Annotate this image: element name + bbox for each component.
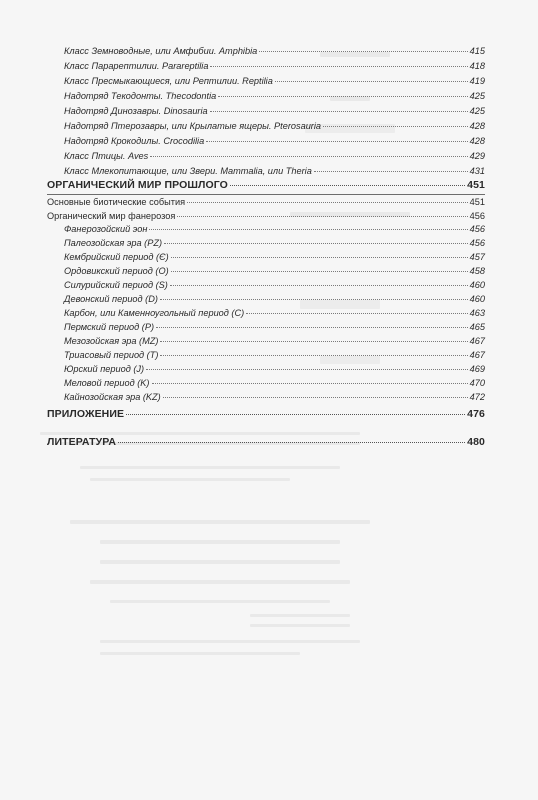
toc-leader: [149, 229, 467, 230]
toc-section-past[interactable]: [47, 180, 485, 191]
toc-entry[interactable]: [64, 280, 485, 291]
toc-entry[interactable]: [64, 252, 485, 263]
toc-leader: [160, 341, 467, 342]
toc-entry[interactable]: [64, 392, 485, 403]
toc-leader: [187, 202, 468, 203]
toc-entry-title: Надотряд Птерозавры, или Крылатые ящеры. Pterosauria: [64, 121, 322, 131]
toc-leader: [170, 285, 468, 286]
toc-entry-page: 451: [469, 197, 485, 207]
toc-entry-title: Класс Пресмыкающиеся, или Рептилии. Reptilia: [64, 76, 273, 86]
toc-section-title: ЛИТЕРАТУРА: [47, 436, 117, 448]
toc-section-title: ОРГАНИЧЕСКИЙ МИР ПРОШЛОГО: [47, 179, 228, 191]
toc-entry-page: 428: [469, 121, 485, 131]
toc-section-literature[interactable]: [47, 437, 485, 448]
toc-entry-page: 470: [469, 378, 485, 388]
toc-leader: [146, 369, 468, 370]
toc-entry-title: Класс Парарептилии. Parareptilia: [64, 61, 209, 71]
toc-leader: [246, 313, 467, 314]
toc-entry-page: 457: [469, 252, 485, 262]
toc-entry-page: 425: [469, 91, 485, 101]
toc-entry-page: 463: [469, 308, 485, 318]
toc-entry-page: 419: [469, 76, 485, 86]
toc-entry[interactable]: [47, 211, 485, 222]
toc-entry-title: Органический мир фанерозоя: [47, 211, 176, 221]
toc-leader: [160, 355, 467, 356]
toc-entry-page: 460: [469, 280, 485, 290]
toc-leader: [210, 66, 467, 67]
toc-entry-title: Надотряд Текодонты. Thecodontia: [64, 91, 217, 101]
toc-entry[interactable]: [64, 121, 485, 132]
toc-entry-page: 429: [469, 151, 485, 161]
toc-entry[interactable]: [64, 322, 485, 333]
toc-leader: [230, 185, 465, 186]
toc-entry-page: 456: [469, 238, 485, 248]
toc-entry-page: 472: [469, 392, 485, 402]
toc-entry[interactable]: [64, 238, 485, 249]
toc-entry-title: Карбон, или Каменноугольный период (C): [64, 308, 245, 318]
toc-entry-title: Пермский период (P): [64, 322, 155, 332]
toc-entry[interactable]: [47, 197, 485, 208]
toc-entry[interactable]: [64, 364, 485, 375]
toc-entry-page: 465: [469, 322, 485, 332]
toc-entry-page: 467: [469, 350, 485, 360]
toc-leader: [171, 257, 468, 258]
toc-entry-title: Меловой период (K): [64, 378, 150, 388]
toc-entry[interactable]: [64, 106, 485, 117]
toc-leader: [118, 442, 465, 443]
toc-entry-title: Надотряд Крокодилы. Crocodilia: [64, 136, 205, 146]
toc-entry[interactable]: [64, 136, 485, 147]
toc-entry[interactable]: [64, 378, 485, 389]
toc-entry-page: 458: [469, 266, 485, 276]
toc-entry-title: Класс Земноводные, или Амфибии. Amphibia: [64, 46, 258, 56]
toc-leader: [210, 111, 468, 112]
toc-entry-page: 431: [469, 166, 485, 176]
toc-leader: [275, 81, 468, 82]
section-divider: [47, 194, 485, 195]
toc-entry[interactable]: [64, 151, 485, 162]
toc-entry[interactable]: [64, 336, 485, 347]
toc-entry-title: Триасовый период (T): [64, 350, 159, 360]
toc-leader: [126, 414, 465, 415]
toc-section-page: 480: [467, 436, 485, 448]
toc-leader: [206, 141, 467, 142]
toc-section-page: 451: [467, 179, 485, 191]
toc-section-page: 476: [467, 408, 485, 420]
toc-leader: [218, 96, 467, 97]
toc-entry[interactable]: [64, 76, 485, 87]
toc-entry[interactable]: [64, 224, 485, 235]
toc-entry[interactable]: [64, 350, 485, 361]
toc-entry-title: Палеозойская эра (PZ): [64, 238, 162, 248]
toc-entry-title: Юрский период (J): [64, 364, 145, 374]
toc-entry[interactable]: [64, 266, 485, 277]
toc-leader: [150, 156, 467, 157]
toc-entry-page: 418: [469, 61, 485, 71]
toc-section-appendix[interactable]: [47, 409, 485, 420]
toc-entry[interactable]: [64, 166, 485, 177]
toc-leader: [156, 327, 468, 328]
toc-entry-title: Кайнозойская эра (KZ): [64, 392, 161, 402]
toc-entry[interactable]: [64, 308, 485, 319]
toc-leader: [171, 271, 468, 272]
toc-entry-title: Кембрийский период (Є): [64, 252, 169, 262]
toc-entry-page: 415: [469, 46, 485, 56]
toc-entry-title: Мезозойская эра (MZ): [64, 336, 159, 346]
toc-leader: [259, 51, 467, 52]
toc-entry-page: 428: [469, 136, 485, 146]
toc-entry-page: 456: [469, 224, 485, 234]
toc-entry-title: Надотряд Динозавры. Dinosauria: [64, 106, 208, 116]
toc-entry-title: Фанерозойский эон: [64, 224, 148, 234]
toc-entry-page: 460: [469, 294, 485, 304]
toc-leader: [160, 299, 468, 300]
toc-entry-title: Основные биотические события: [47, 197, 186, 207]
toc-leader: [314, 171, 468, 172]
toc-entry-page: 425: [469, 106, 485, 116]
toc-leader: [163, 397, 468, 398]
toc-entry-page: 469: [469, 364, 485, 374]
toc-entry-title: Класс Млекопитающие, или Звери. Mammalia, или Theria: [64, 166, 312, 176]
toc-entry[interactable]: [64, 91, 485, 102]
toc-entry-page: 456: [469, 211, 485, 221]
toc-leader: [164, 243, 468, 244]
toc-entry[interactable]: [64, 46, 485, 57]
toc-leader: [323, 126, 468, 127]
toc-leader: [152, 383, 468, 384]
toc-entry[interactable]: [64, 294, 485, 305]
toc-section-title: ПРИЛОЖЕНИЕ: [47, 408, 125, 420]
toc-entry-title: Силурийский период (S): [64, 280, 168, 290]
toc-entry-title: Ордовикский период (O): [64, 266, 169, 276]
toc-entry-title: Класс Птицы. Aves: [64, 151, 149, 161]
toc-entry-title: Девонский период (D): [64, 294, 158, 304]
toc-leader: [177, 216, 467, 217]
toc-entry[interactable]: [64, 61, 485, 72]
toc-entry-page: 467: [469, 336, 485, 346]
